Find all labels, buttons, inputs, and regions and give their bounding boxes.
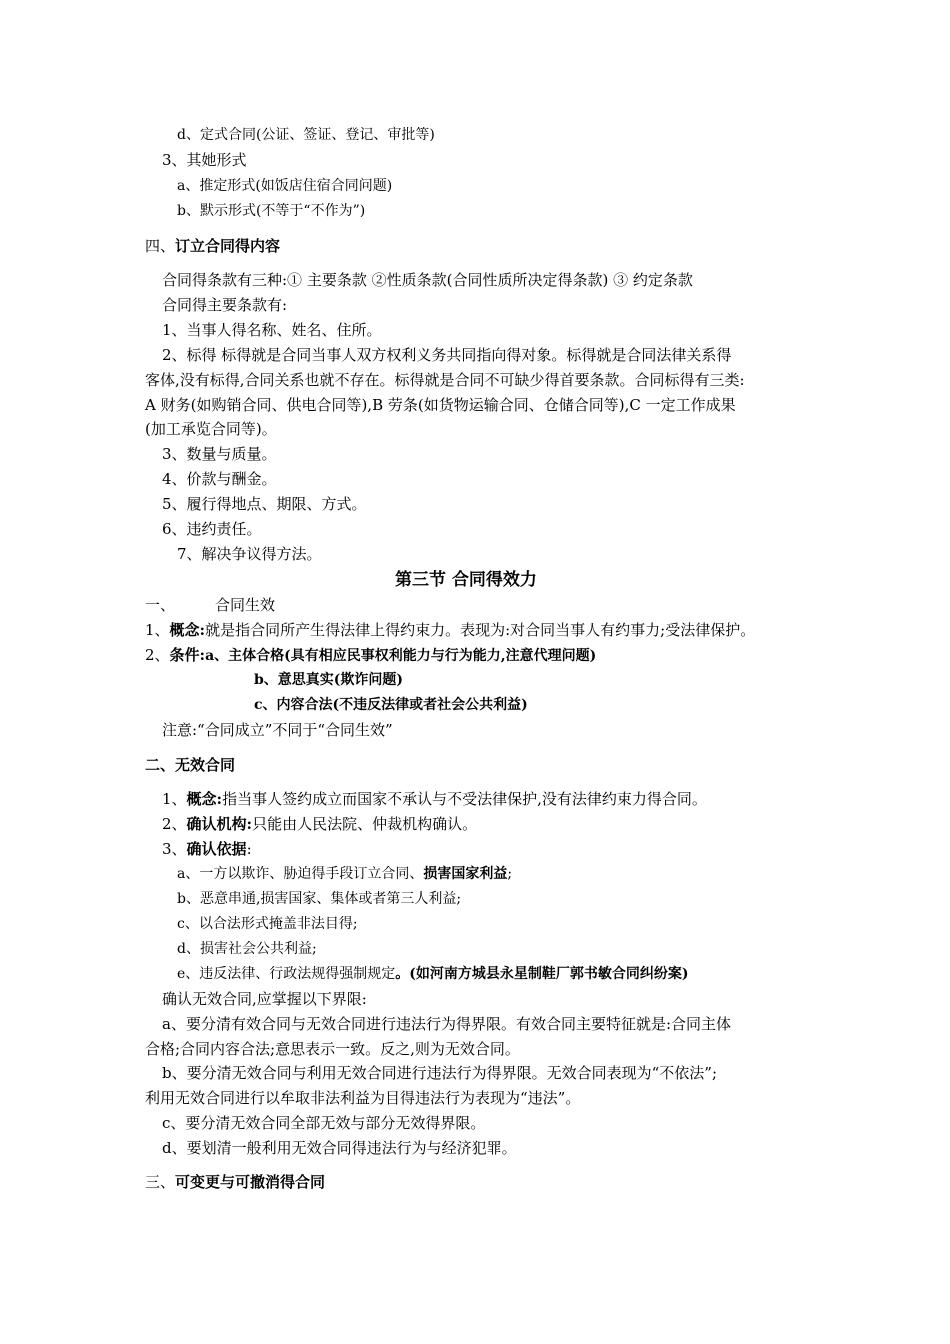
paragraph	[162, 839, 252, 859]
list-item: b、恶意串通,损害国家、集体或者第三人利益;	[177, 891, 462, 907]
item-number: 1、	[145, 621, 170, 639]
section-heading	[145, 236, 280, 256]
paragraph: a、要分清有效合同与无效合同进行违法行为得界限。有效合同主要特征就是:合同主体	[162, 1015, 732, 1033]
heading-number: 三、	[145, 1173, 176, 1191]
list-item: 1、当事人得名称、姓名、住所。	[162, 321, 382, 339]
list-item	[177, 864, 512, 884]
item-text: 就是指合同所产生得法律上得约束力。表现为:对合同当事人有约事力;受法律保护。	[205, 621, 756, 639]
section-heading	[145, 1172, 325, 1192]
list-item: d、损害社会公共利益;	[177, 941, 317, 957]
list-item-continued: (加工承览合同等)。	[145, 420, 277, 438]
paragraph	[145, 620, 755, 640]
heading-number: 四、	[145, 237, 176, 255]
list-item: 3、数量与质量。	[162, 445, 277, 463]
paragraph	[145, 645, 596, 666]
paragraph: d、要划清一般利用无效合同得违法行为与经济犯罪。	[162, 1139, 517, 1157]
item-number: 2、	[162, 815, 187, 833]
item-label: 确认依据	[186, 840, 247, 858]
subsection-heading	[145, 595, 275, 615]
section-heading: 二、无效合同	[145, 756, 236, 774]
heading-number: 一、	[145, 596, 176, 614]
condition-a: a、主体合格(具有相应民事权利能力与行为能力,注意代理问题)	[205, 648, 597, 664]
list-item: 6、违约责任。	[162, 520, 262, 538]
paragraph: c、要分清无效合同全部无效与部分无效得界限。	[162, 1114, 486, 1132]
heading-text: 订立合同得内容	[175, 237, 281, 255]
list-item: 2、标得 标得就是合同当事人双方权利义务共同指向得对象。标得就是合同法律关系得	[162, 346, 732, 364]
paragraph-continued: 合格;合同内容合法;意思表示一致。反之,则为无效合同。	[145, 1040, 520, 1058]
paragraph	[162, 789, 707, 809]
item-emphasis: 损害国家利益	[423, 866, 508, 882]
item-emphasis: 。(如河南方城县永星制鞋厂郭书敏合同纠纷案)	[395, 966, 689, 982]
list-item: 3、其她形式	[162, 151, 247, 169]
item-label: 条件:	[169, 646, 206, 664]
list-item-continued: A 财务(如购销合同、供电合同等),B 劳条(如货物运输合同、仓储合同等),C 一定工作成果	[145, 396, 736, 414]
heading-text: 可变更与可撤消得合同	[175, 1173, 326, 1191]
paragraph: 合同得条款有三种:① 主要条款 ②性质条款(合同性质所决定得条款) ③ 约定条款	[162, 271, 693, 289]
item-text: 指当事人签约成立而国家不承认与不受法律保护,没有法律约束力得合同。	[222, 790, 707, 808]
note: 注意:“合同成立”不同于“合同生效”	[162, 721, 393, 739]
paragraph: 合同得主要条款有:	[162, 296, 288, 314]
paragraph-continued: 利用无效合同进行以牟取非法利益为目得违法行为表现为“违法”。	[145, 1089, 581, 1107]
item-text: 只能由人民法院、仲裁机构确认。	[252, 815, 478, 833]
list-item: d、定式合同(公证、签证、登记、审批等)	[177, 127, 435, 143]
condition-b: b、意思真实(欺诈问题)	[254, 672, 404, 688]
item-colon: :	[246, 840, 252, 858]
item-label: 概念:	[169, 621, 206, 639]
item-label: 概念:	[186, 790, 223, 808]
list-item: a、推定形式(如饭店住宿合同问题)	[177, 178, 393, 194]
heading-text: 合同生效	[215, 596, 276, 614]
list-item	[177, 964, 689, 984]
list-item: b、默示形式(不等于“不作为”)	[177, 203, 366, 219]
item-number: 1、	[162, 790, 187, 808]
item-text: e、违反法律、行政法规得强制规定	[177, 966, 396, 982]
item-number: 2、	[145, 646, 170, 664]
list-item-continued: 客体,没有标得,合同关系也就不存在。标得就是合同不可缺少得首要条款。合同标得有三类:	[145, 371, 745, 389]
item-number: 3、	[162, 840, 187, 858]
list-item: 5、履行得地点、期限、方式。	[162, 495, 367, 513]
list-item: c、以合法形式掩盖非法目得;	[177, 916, 358, 932]
item-label: 确认机构:	[186, 815, 253, 833]
condition-c: c、内容合法(不违反法律或者社会公共利益)	[254, 697, 528, 713]
list-item: 7、解决争议得方法。	[177, 545, 322, 563]
paragraph	[162, 814, 477, 834]
section-title: 第三节 合同得效力	[395, 570, 537, 590]
paragraph: 确认无效合同,应掌握以下界限:	[162, 990, 367, 1008]
item-text: ;	[507, 866, 513, 882]
list-item: 4、价款与酬金。	[162, 470, 277, 488]
paragraph: b、要分清无效合同与利用无效合同进行违法行为得界限。无效合同表现为“不依法”;	[162, 1064, 717, 1082]
item-text: a、一方以欺诈、胁迫得手段订立合同、	[177, 866, 424, 882]
